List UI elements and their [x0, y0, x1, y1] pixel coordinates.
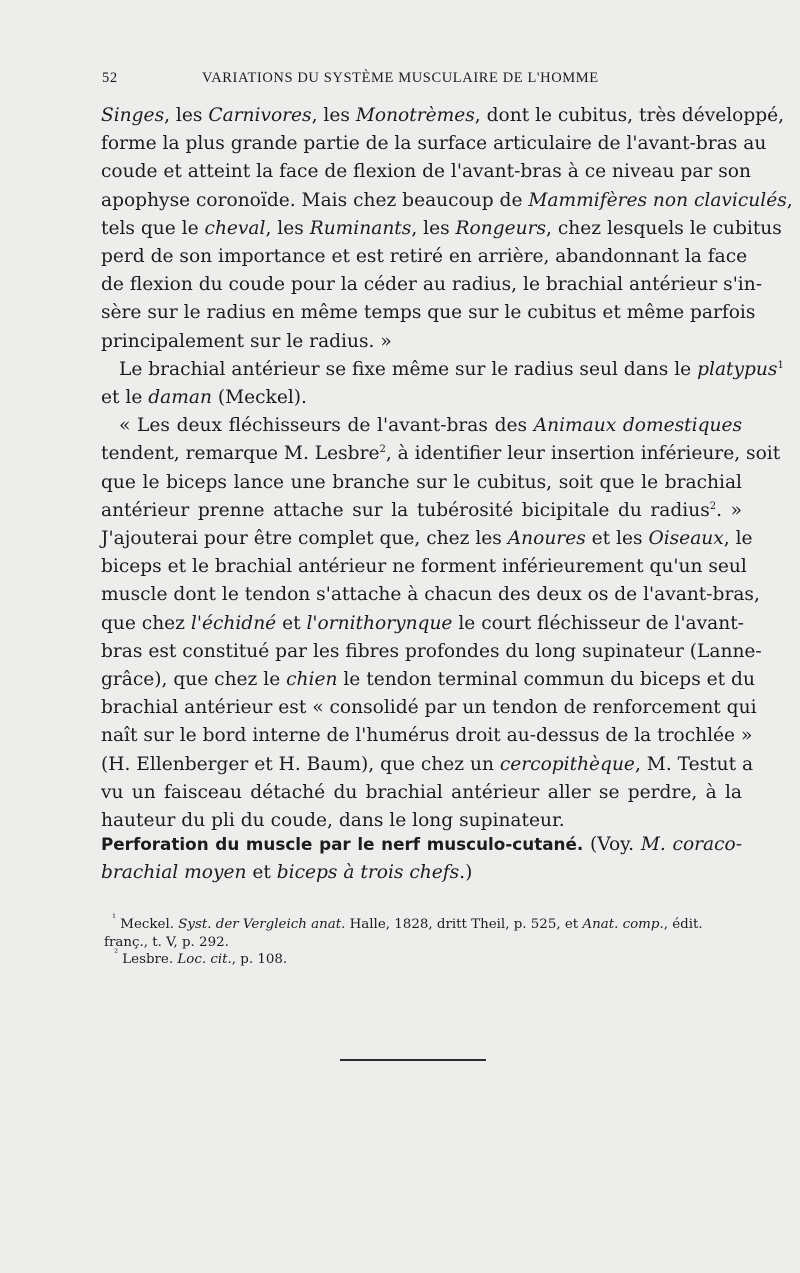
- footnote-ref: 2: [379, 444, 386, 456]
- text-line: et le daman (Meckel).: [101, 387, 307, 409]
- footnote-ref: 2: [709, 500, 717, 512]
- footnote-1: $^{^1}$ Meckel. Syst. der Vergleich anat. Halle, 1828, dritt Theil, p. 525, et Anat. comp., édit.: [112, 913, 703, 932]
- text-line: apophyse coronoïde. Mais chez beaucoup de Mammifères non claviculés,: [101, 189, 793, 211]
- running-title: VARIATIONS DU SYSTÈME MUSCULAIRE DE L'HOMME: [202, 70, 599, 86]
- text-line: biceps et le brachial antérieur ne forment inférieurement qu'un seul: [101, 556, 747, 578]
- text-line: que le biceps lance une branche sur le cubitus, soit que le brachial: [101, 471, 742, 493]
- footnote-1-continuation: franç., t. V, p. 292.: [104, 934, 229, 950]
- page-number: 52: [102, 70, 118, 86]
- text-line: brachial moyen et biceps à trois chefs.): [101, 862, 473, 884]
- text-line: hauteur du pli du coude, dans le long supinateur.: [101, 810, 565, 832]
- text-line: principalement sur le radius. »: [101, 330, 392, 352]
- text-line: vu un faisceau détaché du brachial antérieur aller se perdre, à la: [101, 781, 742, 803]
- text-line: Le brachial antérieur se fixe même sur le radius seul dans le platypus$^1$: [119, 358, 784, 380]
- footnote-ref: 1: [777, 359, 784, 371]
- text-line: grâce), que chez le chien le tendon terminal commun du biceps et du: [101, 669, 755, 691]
- footnotes: [104, 913, 742, 969]
- end-rule: [340, 1059, 486, 1061]
- section-heading: [101, 830, 742, 887]
- text-line: Perforation du muscle par le nerf musculo-cutané. (Voy. M. coraco-: [101, 834, 742, 855]
- section-title: Perforation du muscle par le nerf musculo-cutané.: [101, 834, 584, 854]
- text-line: tels que le cheval, les Ruminants, les Rongeurs, chez lesquels le cubitus: [101, 217, 782, 239]
- text-line: bras est constitué par les fibres profondes du long supinateur (Lanne-: [101, 640, 762, 662]
- text-line: antérieur prenne attache sur la tubérosité bicipitale du radius$^2$. »: [101, 499, 742, 521]
- running-header: [102, 70, 654, 92]
- text-line: tendent, remarque M. Lesbre$^2$, à identifier leur insertion inférieure, soit: [101, 443, 781, 465]
- text-line: perd de son importance et est retiré en arrière, abandonnant la face: [101, 246, 748, 268]
- body-text: [101, 102, 793, 835]
- text-line: « Les deux fléchisseurs de l'avant-bras des Animaux domestiques: [119, 415, 743, 437]
- text-line: coude et atteint la face de flexion de l'avant-bras à ce niveau par son: [101, 161, 751, 183]
- text-line: Singes, les Carnivores, les Monotrèmes, dont le cubitus, très développé,: [101, 105, 785, 126]
- text-line: naît sur le bord interne de l'humérus droit au-dessus de la trochlée »: [101, 725, 753, 747]
- text-line: que chez l'échidné et l'ornithorynque le court fléchisseur de l'avant-: [101, 612, 744, 634]
- text-line: (H. Ellenberger et H. Baum), que chez un cercopithèque, M. Testut a: [101, 753, 754, 775]
- footnote-2: $^{^2}$ Lesbre. Loc. cit., p. 108.: [114, 948, 288, 968]
- text-line: muscle dont le tendon s'attache à chacun des deux os de l'avant-bras,: [101, 584, 760, 606]
- text-line: brachial antérieur est « consolidé par un tendon de renforcement qui: [101, 697, 757, 719]
- text-line: J'ajouterai pour être complet que, chez les Anoures et les Oiseaux, le: [101, 528, 753, 550]
- text-line: forme la plus grande partie de la surface articulaire de l'avant-bras au: [101, 133, 767, 155]
- text-line: de flexion du coude pour la céder au radius, le brachial antérieur s'in-: [101, 274, 763, 296]
- text-line: sère sur le radius en même temps que sur le cubitus et même parfois: [101, 302, 756, 324]
